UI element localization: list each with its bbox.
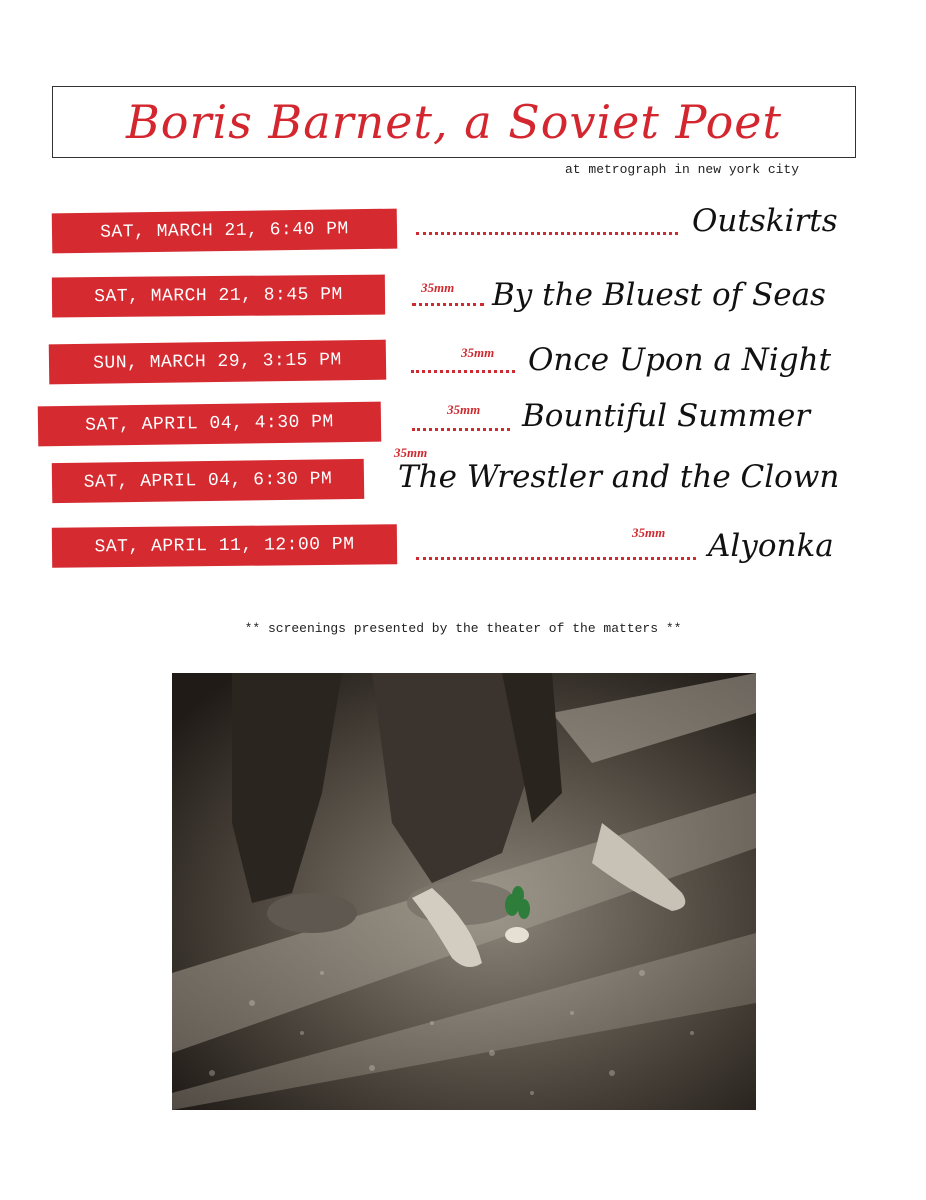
poster-title: Boris Barnet, a Soviet Poet — [126, 95, 782, 149]
presenter-note: ** screenings presented by the theater of the matters ** — [244, 621, 682, 636]
film-title-2: By the Bluest of Seas — [492, 277, 826, 313]
leader-dots-1 — [416, 228, 678, 235]
date-badge-2: SAT, MARCH 21, 8:45 PM — [52, 275, 385, 318]
date-badge-6: SAT, APRIL 11, 12:00 PM — [52, 524, 397, 568]
date-badge-1: SAT, MARCH 21, 6:40 PM — [52, 209, 398, 254]
title-box — [52, 86, 856, 158]
format-label-3: 35mm — [461, 345, 495, 360]
film-still-illustration — [172, 673, 756, 1110]
leader-dots-6 — [416, 553, 696, 560]
date-badge-3: SUN, MARCH 29, 3:15 PM — [49, 340, 387, 385]
format-label-5: 35mm — [394, 445, 428, 460]
film-title-3: Once Upon a Night — [528, 342, 832, 378]
leader-dots-3 — [411, 366, 515, 373]
leader-dots-4 — [412, 424, 510, 431]
film-title-1: Outskirts — [692, 203, 838, 239]
leader-dots-2 — [412, 299, 484, 306]
date-badge-4: SAT, APRIL 04, 4:30 PM — [38, 402, 382, 447]
poster-subtitle: at metrograph in new york city — [565, 162, 800, 177]
film-title-5: The Wrestler and the Clown — [398, 459, 840, 495]
film-title-4: Bountiful Summer — [522, 398, 811, 434]
film-title-6: Alyonka — [708, 528, 834, 564]
film-still-image — [172, 673, 756, 1110]
format-label-6: 35mm — [632, 525, 666, 540]
format-label-2: 35mm — [421, 280, 455, 295]
format-label-4: 35mm — [447, 402, 481, 417]
date-badge-5: SAT, APRIL 04, 6:30 PM — [52, 459, 365, 503]
